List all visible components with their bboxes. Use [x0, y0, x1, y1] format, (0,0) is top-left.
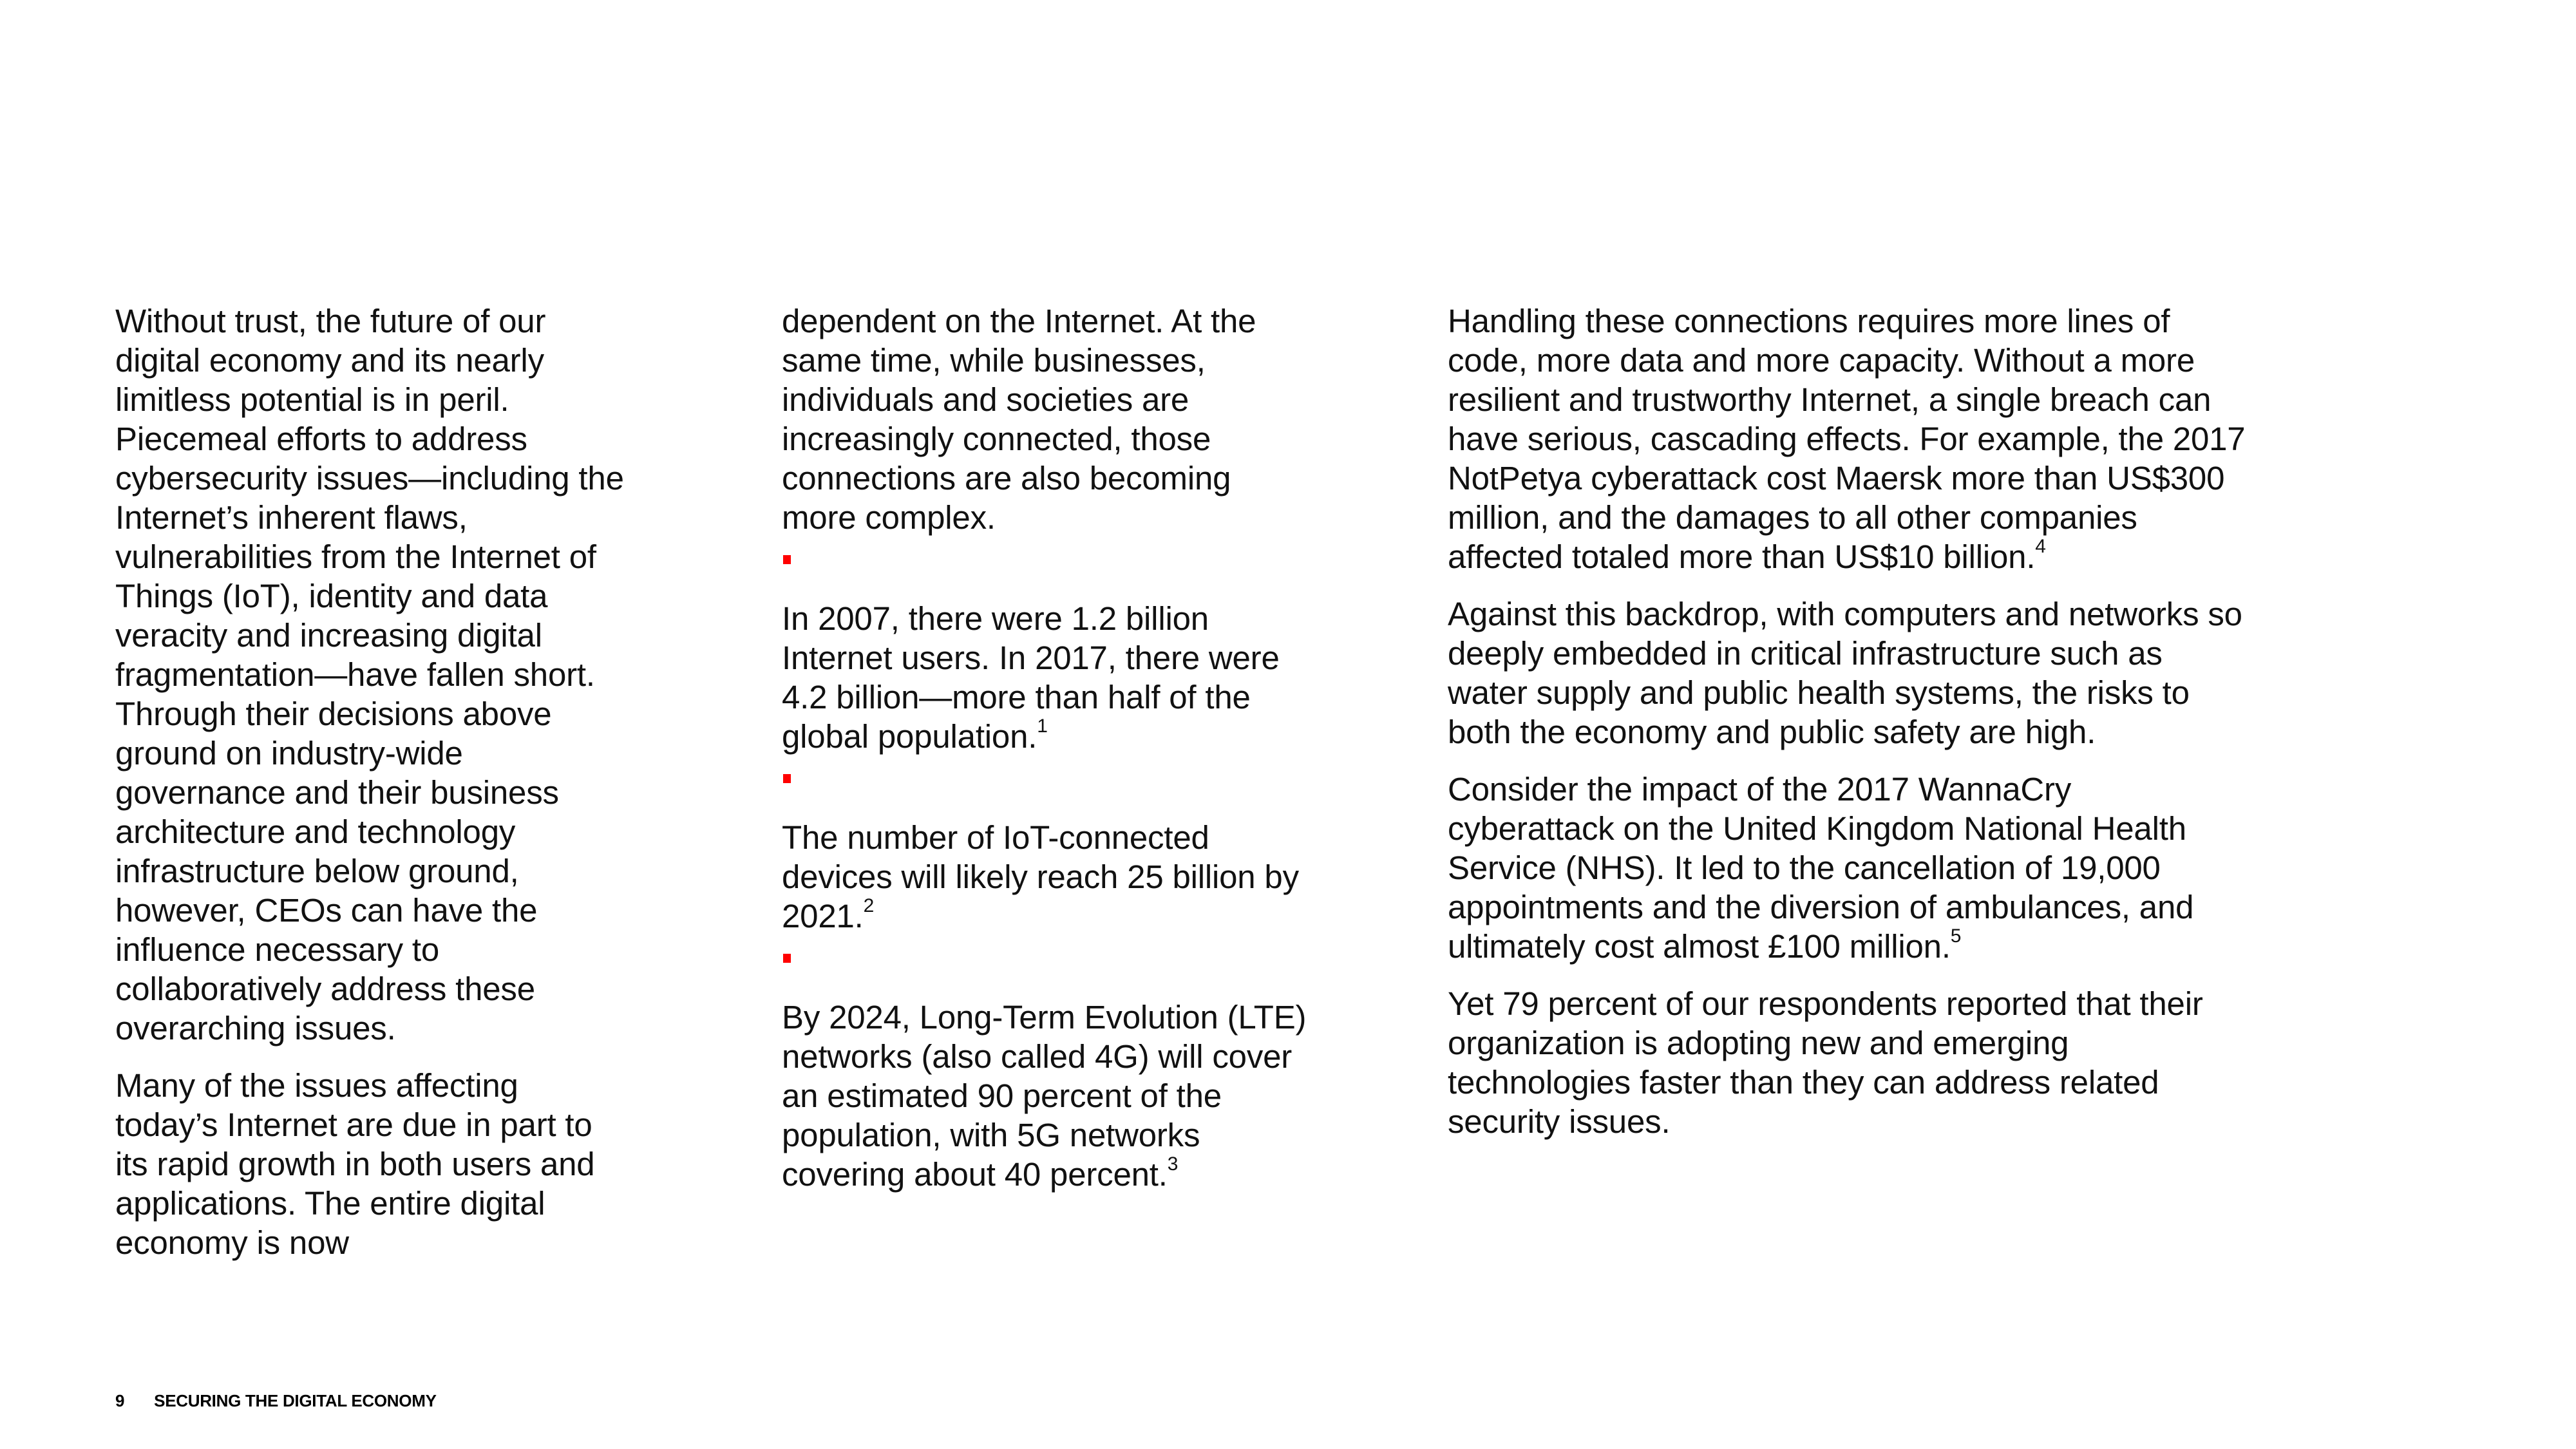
stat-text — [782, 818, 1310, 936]
footnote-ref: 4 — [2035, 536, 2046, 557]
report-title: SECURING THE DIGITAL ECONOMY — [154, 1391, 437, 1410]
stat-text — [782, 998, 1310, 1194]
text-column-2 — [782, 301, 1310, 1194]
stat-body: By 2024, Long-Term Evolution (LTE) networks (also called 4G) will cover an estimated 90 percent of the population, with 5G networks covering about 40 percent. — [782, 999, 1307, 1193]
stat-item — [782, 555, 1310, 756]
stat-body: In 2007, there were 1.2 billion Internet users. In 2017, there were 4.2 billion—more than half of the global population. — [782, 600, 1280, 755]
footnote-ref: 3 — [1167, 1153, 1179, 1175]
paragraph: Without trust, the future of our digital economy and its nearly limitless potential is in peril. Piecemeal efforts to address cybersecurity issues—including the Internet’s inherent flaws, vulnerabilities from the Internet of Things (IoT), identity and data veracity and increasing digital fragmentation—have fallen short. Through their decisions above ground on industry-wide governance and their business architecture and technology infrastructure below ground, however, CEOs can have the influence necessary to collaboratively address these overarching issues. — [115, 303, 624, 1046]
paragraph-body: Handling these connections requires more lines of code, more data and more capacity. Without a more resilient and trustworthy Internet, a single breach can have serious, cascading effects. For example, the 2017 NotPetya cyberattack cost Maersk more than US$300 million, and the damages to all other companies affected totaled more than US$10 billion. — [1448, 303, 2246, 575]
footnote-ref: 1 — [1037, 715, 1048, 737]
paragraph-body: Consider the impact of the 2017 WannaCry cyberattack on the United Kingdom National Health Service (NHS). It led to the cancellation of 19,000 appointments and the diversion of ambulances, and ultimately cost almost £100 million. — [1448, 771, 2194, 965]
paragraph: Yet 79 percent of our respondents reported that their organization is adopting new and emerging technologies faster than they can address related security issues. — [1448, 985, 2203, 1140]
stat-body: The number of IoT-connected devices will likely reach 25 billion by 2021. — [782, 819, 1299, 934]
red-square-bullet-icon — [783, 555, 791, 564]
paragraph — [1448, 770, 2246, 966]
paragraph: dependent on the Internet. At the same time, while businesses, individuals and societies are increasingly connected, those connections are also becoming more complex. — [782, 303, 1256, 536]
red-square-bullet-icon — [783, 954, 791, 963]
footnote-ref: 2 — [863, 895, 875, 916]
stat-item — [782, 954, 1310, 1194]
paragraph: Many of the issues affecting today’s Internet are due in part to its rapid growth in both users and applications. The entire digital economy is now — [115, 1067, 595, 1261]
red-square-bullet-icon — [783, 774, 791, 783]
page-footer — [115, 1391, 437, 1411]
paragraph: Against this backdrop, with computers and networks so deeply embedded in critical infrastructure such as water supply and public health systems, the risks to both the economy and public safety are high. — [1448, 596, 2242, 750]
page-number: 9 — [115, 1391, 125, 1410]
stat-text — [782, 599, 1310, 756]
text-column-3 — [1448, 301, 2246, 1159]
footnote-ref: 5 — [1950, 925, 1962, 947]
text-column-1 — [115, 301, 624, 1280]
stat-item — [782, 774, 1310, 936]
paragraph — [1448, 301, 2246, 576]
